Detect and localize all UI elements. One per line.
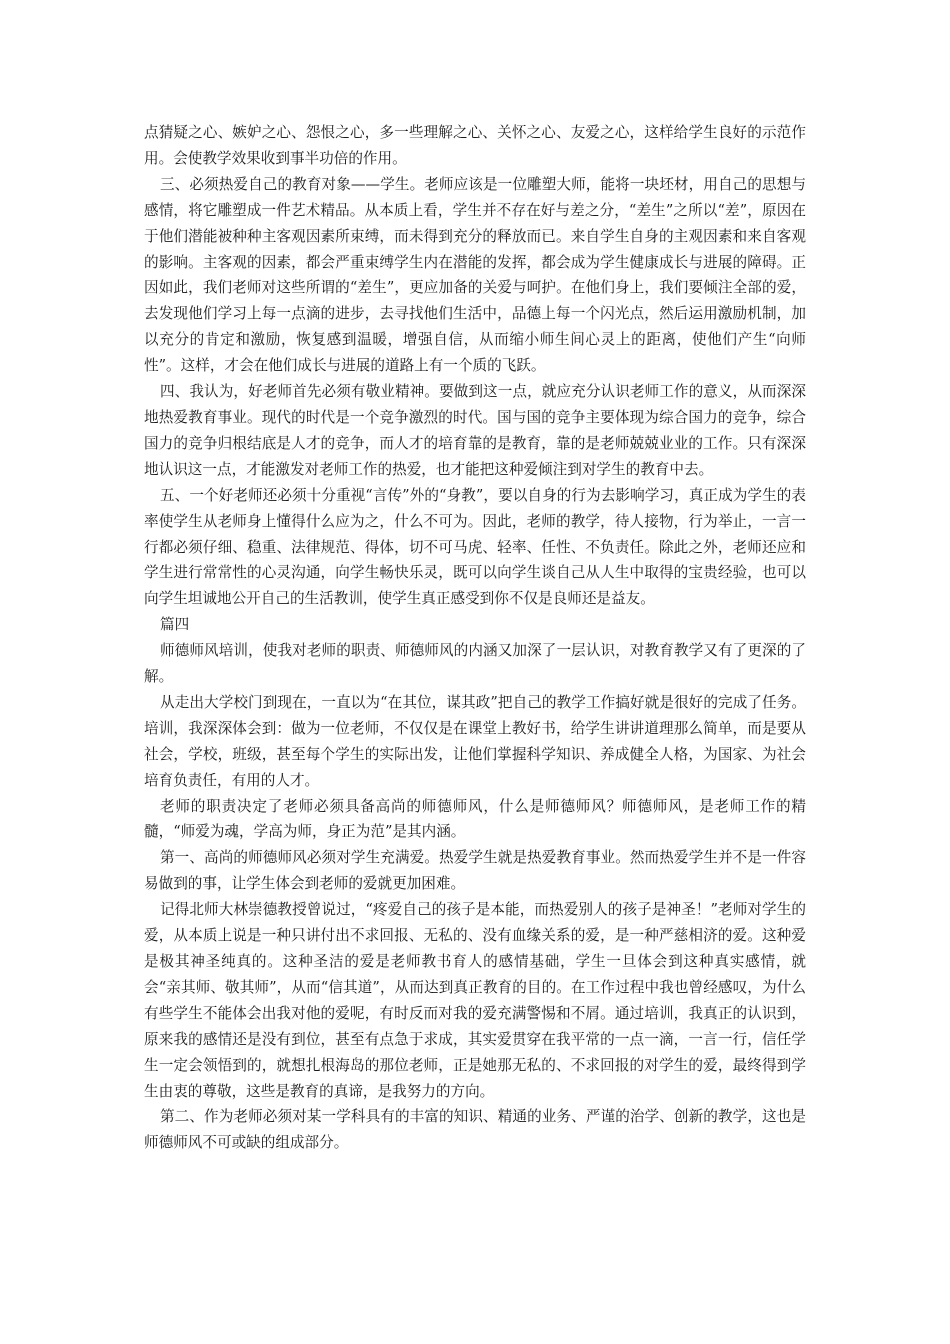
paragraph-professor-quote: 记得北师大林崇德教授曾说过，“疼爱自己的孩子是本能，而热爱别人的孩子是神圣！”老师对学生的爱，从本质上说是一种只讲付出不求回报、无私的、没有血缘关系的爱，是一种严慈相济的爱。这种爱是极其神圣纯真的。这种圣洁的爱是老师教书育人的感情基础，学生一旦体会到这种真实感情，就会“亲其师、敬其师”，从而“信其道”，从而达到真正教育的目的。在工作过程中我也曾经感叹，为什么有些学生不能体会出我对他的爱呢，有时反而对我的爱充满警惕和不屑。通过培训，我真正的认识到，原来我的感情还是没有到位，甚至有点急于求成，其实爱贯穿在我平常的一点一滴，一言一行，信任学生一定会领悟到的，就想扎根海岛的那位老师，正是她那无私的、不求回报的对学生的爱，最终得到学生由衷的尊敬，这些是教育的真谛，是我努力的方向。: [144, 901, 806, 1100]
document-body: [144, 120, 806, 1156]
paragraph-training-intro: 师德师风培训，使我对老师的职责、师德师风的内涵又加深了一层认识，对教育教学又有了更深的了解。: [144, 642, 806, 686]
paragraph-second-knowledge: 第二、作为老师必须对某一学科具有的丰富的知识、精通的业务、严谨的治学、创新的教学，这也是师德师风不可或缺的组成部分。: [144, 1108, 806, 1152]
paragraph-teacher-duty: 老师的职责决定了老师必须具备高尚的师德师风，什么是师德师风？师德师风，是老师工作的精髓，“师爱为魂，学高为师，身正为范”是其内涵。: [144, 797, 806, 841]
paragraph-since-graduation: 从走出大学校门到现在，一直以为“在其位，谋其政”把自己的教学工作搞好就是很好的完成了任务。培训，我深深体会到：做为一位老师，不仅仅是在课堂上教好书，给学生讲讲道理那么简单，而是要从社会，学校，班级，甚至每个学生的实际出发，让他们掌握科学知识、养成健全人格，为国家、为社会培育负责任，有用的人才。: [144, 693, 806, 789]
paragraph-point-five: 五、一个好老师还必须十分重视“言传”外的“身教”，要以自身的行为去影响学习，真正成为学生的表率使学生从老师身上懂得什么应为之，什么不可为。因此，老师的教学，待人接物，行为举止，一言一行都必须仔细、稳重、法律规范、得体，切不可马虎、轻率、任性、不负责任。除此之外，老师还应和学生进行常常性的心灵沟通，向学生畅快乐灵，既可以向学生谈自己从人生中取得的宝贵经验，也可以向学生坦诚地公开自己的生活教训，使学生真正感受到你不仅是良师还是益友。: [144, 486, 806, 608]
paragraph-first-love-students: 第一、高尚的师德师风必须对学生充满爱。热爱学生就是热爱教育事业。然而热爱学生并不是一件容易做到的事，让学生体会到老师的爱就更加困难。: [144, 849, 806, 893]
section-heading-part-four: 篇四: [160, 616, 190, 634]
paragraph-point-three: 三、必须热爱自己的教育对象——学生。老师应该是一位雕塑大师，能将一块坯材，用自己的思想与感情，将它雕塑成一件艺术精品。从本质上看，学生并不存在好与差之分，“差生”之所以“差”，原因在于他们潜能被种种主客观因素所束缚，而未得到充分的释放而已。来自学生自身的主观因素和来自客观的影响。主客观的因素，都会严重束缚学生内在潜能的发挥，都会成为学生健康成长与进展的障碍。正因如此，我们老师对这些所谓的“差生”，更应加备的关爱与呵护。在他们身上，我们要倾注全部的爱，去发现他们学习上每一点滴的进步，去寻找他们生活中，品德上每一个闪光点，然后运用激励机制，加以充分的肯定和激励，恢复感到温暖，增强自信，从而缩小师生间心灵上的距离，使他们产生“向师性”。这样，才会在他们成长与进展的道路上有一个质的飞跃。: [144, 175, 806, 375]
paragraph-intro-continuation: 点猜疑之心、嫉妒之心、怨恨之心，多一些理解之心、关怀之心、友爱之心，这样给学生良好的示范作用。会使教学效果收到事半功倍的作用。: [144, 124, 806, 167]
paragraph-point-four: 四、我认为，好老师首先必须有敬业精神。要做到这一点，就应充分认识老师工作的意义，从而深深地热爱教育事业。现代的时代是一个竞争激烈的时代。国与国的竞争主要体现为综合国力的竞争，综合国力的竞争归根结底是人才的竞争，而人才的培育靠的是教育，靠的是老师兢兢业业的工作。只有深深地认识这一点，才能激发对老师工作的热爱，也才能把这种爱倾注到对学生的教育中去。: [144, 383, 806, 478]
